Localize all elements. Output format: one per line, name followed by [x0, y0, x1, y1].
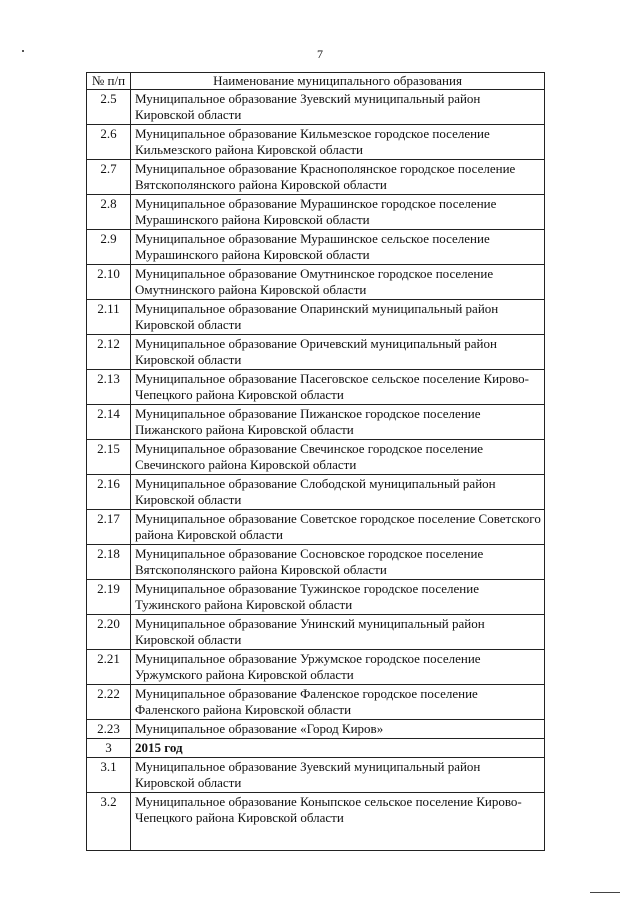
table-row: [87, 370, 545, 405]
row-name: Муниципальное образование «Город Киров»: [131, 720, 545, 739]
scan-mark: [590, 892, 620, 893]
row-name: Муниципальное образование Сосновское городское поселение Вятскополянского района Кировской области: [131, 545, 545, 580]
row-num: 2.16: [87, 475, 131, 510]
row-name: Муниципальное образование Мурашинское сельское поселение Мурашинского района Кировской области: [131, 230, 545, 265]
row-name: Муниципальное образование Уржумское городское поселение Уржумского района Кировской области: [131, 650, 545, 685]
table-row: [87, 793, 545, 851]
row-name: Муниципальное образование Оричевский муниципальный район Кировской области: [131, 335, 545, 370]
table-row: [87, 335, 545, 370]
row-num: 2.10: [87, 265, 131, 300]
page-number: 7: [317, 47, 323, 61]
row-name: Муниципальное образование Краснополянское городское поселение Вятскополянского района Кировской области: [131, 160, 545, 195]
row-num: 2.15: [87, 440, 131, 475]
row-num: 2.12: [87, 335, 131, 370]
table-row: [87, 230, 545, 265]
row-name: Муниципальное образование Зуевский муниципальный район Кировской области: [131, 758, 545, 793]
table-row: [87, 615, 545, 650]
row-name: Муниципальное образование Коныпское сельское поселение Кирово-Чепецкого района Кировской области: [131, 793, 545, 851]
table-row: [87, 195, 545, 230]
section-title: 2015 год: [131, 739, 545, 758]
table-row: [87, 440, 545, 475]
row-name: Муниципальное образование Унинский муниципальный район Кировской области: [131, 615, 545, 650]
row-num: 2.23: [87, 720, 131, 739]
row-name: Муниципальное образование Свечинское городское поселение Свечинского района Кировской области: [131, 440, 545, 475]
table-header-row: [87, 73, 545, 90]
table-row: [87, 510, 545, 545]
table-row: [87, 265, 545, 300]
section-num: 3: [87, 739, 131, 758]
row-name: Муниципальное образование Мурашинское городское поселение Мурашинского района Кировской области: [131, 195, 545, 230]
header-name: Наименование муниципального образования: [131, 73, 545, 90]
row-num: 2.18: [87, 545, 131, 580]
row-name: Муниципальное образование Пижанское городское поселение Пижанского района Кировской области: [131, 405, 545, 440]
table-row: [87, 685, 545, 720]
row-num: 2.19: [87, 580, 131, 615]
row-num: 2.20: [87, 615, 131, 650]
row-name: Муниципальное образование Омутнинское городское поселение Омутнинского района Кировской области: [131, 265, 545, 300]
row-name: Муниципальное образование Пасеговское сельское поселение Кирово-Чепецкого района Кировской области: [131, 370, 545, 405]
row-num: 2.8: [87, 195, 131, 230]
row-num: 2.9: [87, 230, 131, 265]
row-num: 2.11: [87, 300, 131, 335]
table-row: [87, 720, 545, 739]
row-name: Муниципальное образование Зуевский муниципальный район Кировской области: [131, 90, 545, 125]
municipal-table: [86, 72, 545, 851]
row-name: Муниципальное образование Слободской муниципальный район Кировской области: [131, 475, 545, 510]
scan-speck: [22, 50, 24, 52]
row-num: 2.5: [87, 90, 131, 125]
table-row: [87, 300, 545, 335]
table-row: [87, 475, 545, 510]
table-row: [87, 405, 545, 440]
row-name: Муниципальное образование Кильмезское городское поселение Кильмезского района Кировской области: [131, 125, 545, 160]
row-num: 2.6: [87, 125, 131, 160]
table-row: [87, 545, 545, 580]
header-num: № п/п: [87, 73, 131, 90]
table-row: [87, 125, 545, 160]
row-num: 2.13: [87, 370, 131, 405]
section-row: [87, 739, 545, 758]
row-num: 2.21: [87, 650, 131, 685]
table-row: [87, 160, 545, 195]
row-num: 2.14: [87, 405, 131, 440]
row-num: 2.7: [87, 160, 131, 195]
table-row: [87, 758, 545, 793]
row-num: 3.1: [87, 758, 131, 793]
row-name: Муниципальное образование Фаленское городское поселение Фаленского района Кировской области: [131, 685, 545, 720]
table-row: [87, 580, 545, 615]
row-num: 2.17: [87, 510, 131, 545]
row-num: 3.2: [87, 793, 131, 851]
row-num: 2.22: [87, 685, 131, 720]
table-row: [87, 90, 545, 125]
row-name: Муниципальное образование Опаринский муниципальный район Кировской области: [131, 300, 545, 335]
row-name: Муниципальное образование Советское городское поселение Советского района Кировской области: [131, 510, 545, 545]
row-name: Муниципальное образование Тужинское городское поселение Тужинского района Кировской области: [131, 580, 545, 615]
table-row: [87, 650, 545, 685]
